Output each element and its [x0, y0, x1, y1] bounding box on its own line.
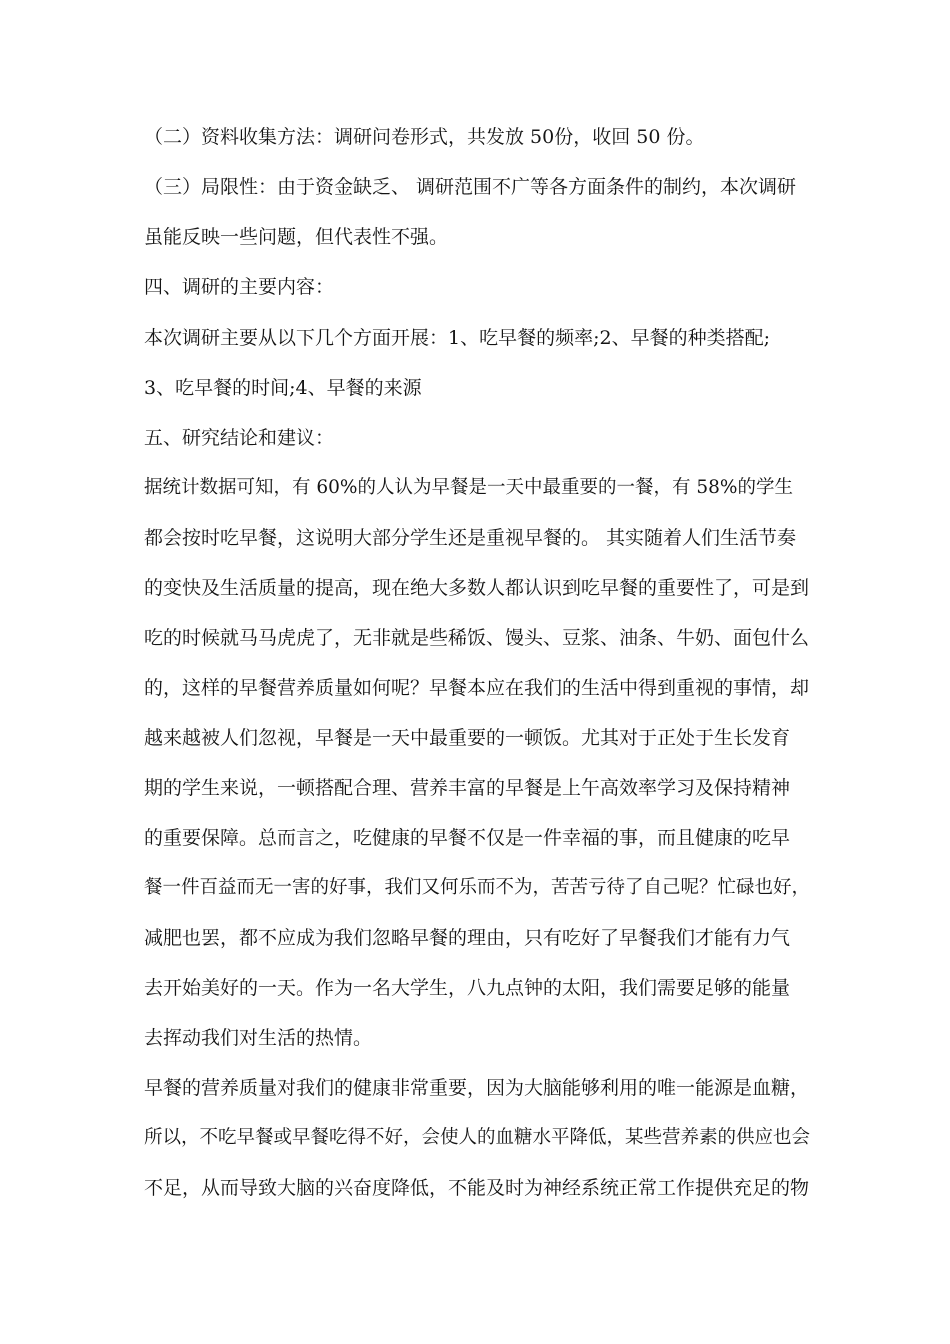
text-line-data-method: （二）资料收集方法：调研问卷形式，共发放 50份，收回 50 份。: [144, 126, 705, 148]
paragraph-line: 据统计数据可知，有 60%的人认为早餐是一天中最重要的一餐，有 58%的学生: [144, 477, 794, 498]
paragraph-line: 吃的时候就马马虎虎了，无非就是些稀饭、馒头、豆浆、油条、牛奶、面包什么: [144, 627, 810, 649]
text-line-survey-aspects-cont: 3、吃早餐的时间;4、早餐的来源: [144, 377, 422, 399]
paragraph-line: 所以，不吃早餐或早餐吃得不好，会使人的血糖水平降低，某些营养素的供应也会: [144, 1127, 810, 1148]
section-heading-conclusions: 五、研究结论和建议：: [144, 427, 335, 449]
paragraph-line: 期的学生来说，一顿搭配合理、营养丰富的早餐是上午高效率学习及保持精神: [144, 777, 791, 799]
paragraph-line: 都会按时吃早餐，这说明大部分学生还是重视早餐的。 其实随着人们生活节奏: [144, 527, 797, 549]
paragraph-line: 越来越被人们忽视，早餐是一天中最重要的一顿饭。尤其对于正处于生长发育: [144, 727, 791, 749]
text-line-survey-aspects: 本次调研主要从以下几个方面开展：1、吃早餐的频率;2、早餐的种类搭配;: [144, 327, 770, 349]
text-line-limitations-cont: 虽能反映一些问题，但代表性不强。: [144, 226, 449, 248]
paragraph-line: 的重要保障。总而言之，吃健康的早餐不仅是一件幸福的事，而且健康的吃早: [144, 827, 791, 849]
paragraph-line: 不足，从而导致大脑的兴奋度降低，不能及时为神经系统正常工作提供充足的物: [144, 1177, 810, 1199]
paragraph-line: 的，这样的早餐营养质量如何呢？早餐本应在我们的生活中得到重视的事情，却: [144, 677, 810, 699]
paragraph-line: 减肥也罢，都不应成为我们忽略早餐的理由，只有吃好了早餐我们才能有力气: [144, 927, 791, 949]
paragraph-line: 餐一件百益而无一害的好事，我们又何乐而不为，苦苦亏待了自己呢？忙碌也好，: [144, 877, 810, 898]
paragraph-line: 去挥动我们对生活的热情。: [144, 1027, 373, 1049]
text-line-limitations: （三）局限性：由于资金缺乏、 调研范围不广等各方面条件的制约，本次调研: [144, 176, 797, 198]
section-heading-main-content: 四、调研的主要内容：: [144, 276, 335, 298]
paragraph-line: 去开始美好的一天。作为一名大学生，八九点钟的太阳，我们需要足够的能量: [144, 977, 791, 999]
paragraph-line: 的变快及生活质量的提高，现在绝大多数人都认识到吃早餐的重要性了，可是到: [144, 577, 810, 599]
paragraph-line: 早餐的营养质量对我们的健康非常重要，因为大脑能够利用的唯一能源是血糖，: [144, 1077, 810, 1099]
